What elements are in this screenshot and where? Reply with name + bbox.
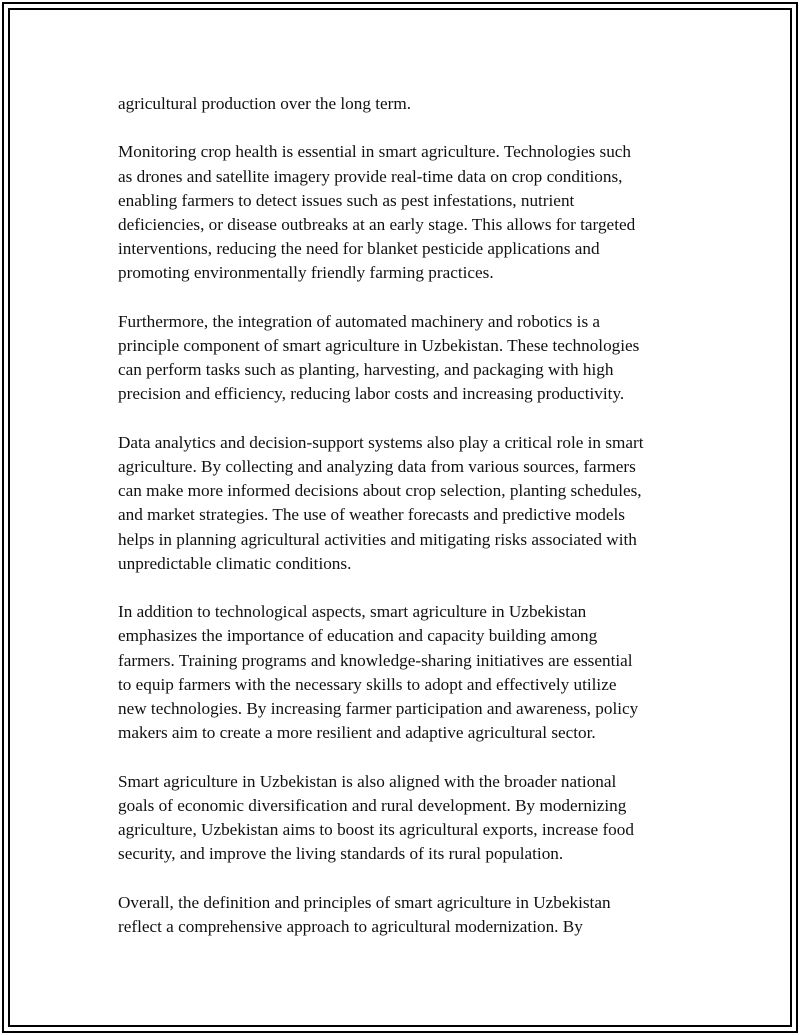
text-line: promoting environmentally friendly farming practices. <box>118 263 494 283</box>
text-line: precision and efficiency, reducing labor costs and increasing productivity. <box>118 384 625 404</box>
text-line: farmers. Training programs and knowledge-sharing initiatives are essential <box>118 650 633 670</box>
text-line: can perform tasks such as planting, harvesting, and packaging with high <box>118 360 614 380</box>
text-line: can make more informed decisions about crop selection, planting schedules, <box>118 481 642 501</box>
text-line: enabling farmers to detect issues such as pest infestations, nutrient <box>118 190 575 210</box>
text-line: In addition to technological aspects, smart agriculture in Uzbekistan <box>118 602 587 622</box>
text-line: interventions, reducing the need for blanket pesticide applications and <box>118 239 600 259</box>
text-line: agriculture, Uzbekistan aims to boost its agricultural exports, increase food <box>118 820 634 840</box>
document-body <box>118 92 698 963</box>
text-line: unpredictable climatic conditions. <box>118 553 352 573</box>
paragraph <box>118 891 698 939</box>
text-line: security, and improve the living standards of its rural population. <box>118 844 564 864</box>
text-line: reflect a comprehensive approach to agricultural modernization. By <box>118 916 583 936</box>
text-line: agriculture. By collecting and analyzing data from various sources, farmers <box>118 457 636 476</box>
text-line: makers aim to create a more resilient and adaptive agricultural sector. <box>118 723 596 743</box>
text-line: emphasizes the importance of education and capacity building among <box>118 626 598 646</box>
paragraph <box>118 431 698 576</box>
text-line: Overall, the definition and principles of smart agriculture in Uzbekistan <box>118 892 611 912</box>
text-line: and market strategies. The use of weather forecasts and predictive models <box>118 505 625 525</box>
text-line: to equip farmers with the necessary skills to adopt and effectively utilize <box>118 674 617 694</box>
text-line: Furthermore, the integration of automated machinery and robotics is a <box>118 311 601 331</box>
paragraph <box>118 600 698 745</box>
paragraph <box>118 770 698 867</box>
paragraph <box>118 92 698 116</box>
text-line: as drones and satellite imagery provide real-time data on crop conditions, <box>118 166 623 186</box>
text-line: Monitoring crop health is essential in smart agriculture. Technologies such <box>118 142 632 162</box>
text-line: helps in planning agricultural activities and mitigating risks associated with <box>118 529 637 549</box>
text-line: goals of economic diversification and rural development. By modernizing <box>118 795 627 815</box>
text-line: Data analytics and decision-support systems also play a critical role in smart <box>118 432 644 452</box>
text-line: Smart agriculture in Uzbekistan is also aligned with the broader national <box>118 771 617 791</box>
paragraph <box>118 140 698 285</box>
text-line: agricultural production over the long term. <box>118 94 412 113</box>
text-line: deficiencies, or disease outbreaks at an early stage. This allows for targeted <box>118 215 636 234</box>
paragraph <box>118 310 698 407</box>
text-line: new technologies. By increasing farmer participation and awareness, policy <box>118 699 639 719</box>
text-line: principle component of smart agriculture in Uzbekistan. These technologies <box>118 336 640 355</box>
